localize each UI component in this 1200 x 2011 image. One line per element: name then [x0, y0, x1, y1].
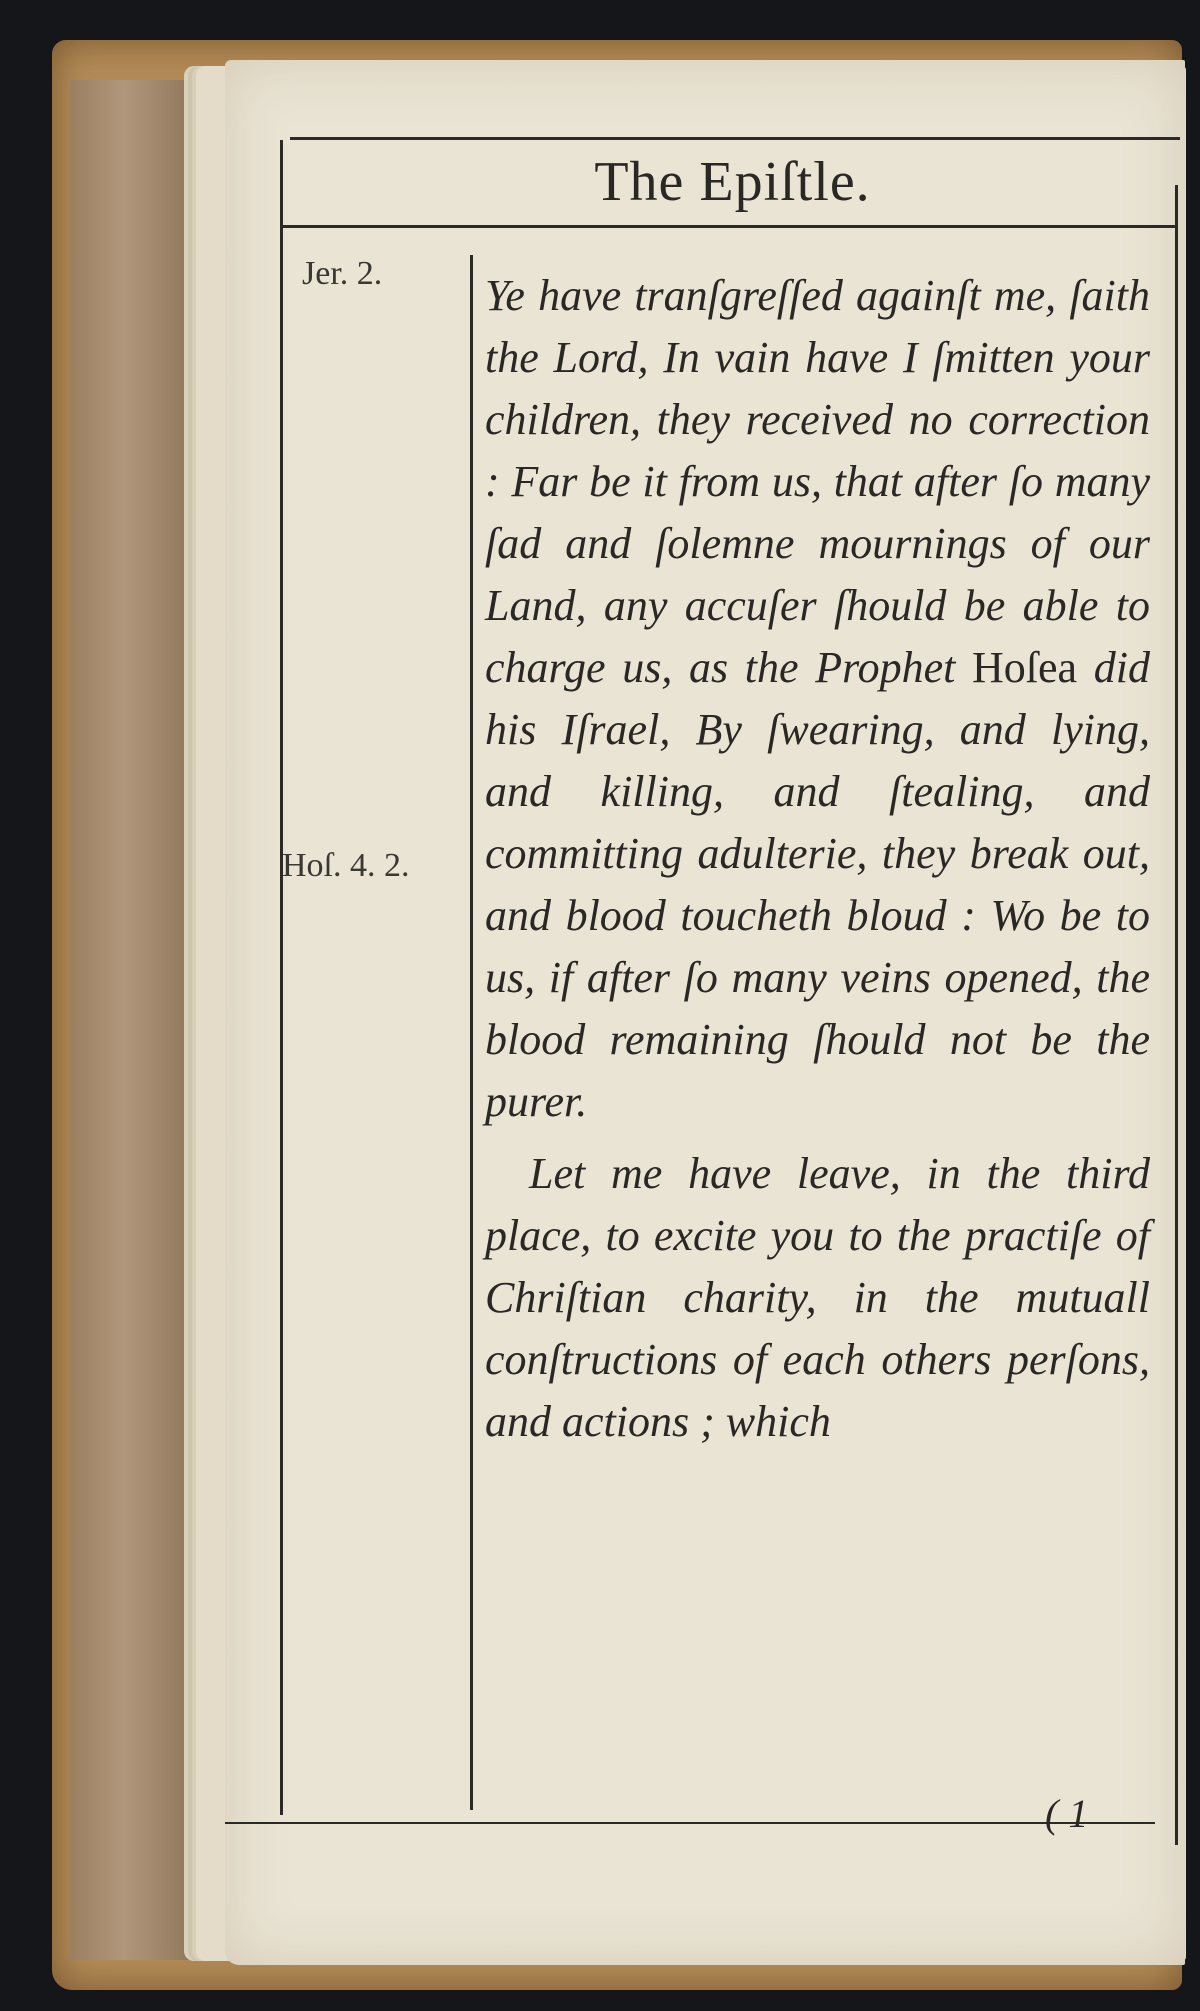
right-frame-rule [1175, 185, 1178, 1845]
body-text [485, 265, 1150, 1453]
paragraph-1: Ye have tranſgreſſed againſt me, ſaith the Lord, In vain have I ſmitten your children, they received no correction : Far be it from us, that after ſo many ſad and ſolemne mournings of our Land, any accuſer ſhould be able to charge us, as the Prophet Hoſea did his Iſrael, By ſwearing, and lying, and killing, and ſtealing, and committing adulterie, they break out, and blood toucheth bloud : Wo be to us, if after ſo many veins opened, the blood remaining ſhould not be the purer. [485, 271, 1150, 1126]
book-spine [70, 80, 190, 1960]
paragraph-2: Let me have leave, in the third place, to excite you to the practiſe of Chriſtian charity, in the mutuall conſtructions of each others perſons, and actions ; which [485, 1149, 1150, 1446]
bottom-rule [225, 1822, 1155, 1824]
margin-note-hos: Hoſ. 4. 2. [282, 847, 410, 884]
catchword: ( 1 [1045, 1791, 1089, 1836]
margin-note-jer: Jer. 2. [302, 255, 383, 292]
running-head-text: The Epiſtle. [594, 151, 871, 213]
top-rule [290, 137, 1180, 140]
proper-name: Hoſea [972, 643, 1078, 692]
column-divider-rule [470, 255, 473, 1810]
left-frame-rule [280, 140, 283, 1815]
running-head [290, 150, 1175, 230]
